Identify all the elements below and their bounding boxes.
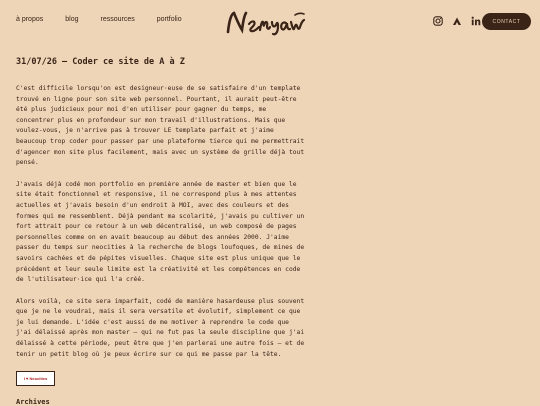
post-paragraph-2: J'avais déjà codé mon portfolio en première année de master et bien que le site était fonctionnel et responsive, il ne correspond plus à mes attentes actuelles et j'avais besoin d'un endroit à MOI, avec des couleurs et des formes qui me ressemblent. Déjà pendant ma scolarité, j'avais pu cultiver un fort attrait pour ce retour à un web décentralisé, un web composé de pages personnelles comme on en avait beaucoup au début des années 2000. J'aime passer du temps sur neocities à la recherche de blogs loufoques, de mines de savoirs cachées et de pépites visuelles. Chaque site est plus unique que le précédent et leur seule limite est la créativité et les compétences en code de l'utilisateur·ice qui l'a créé. — [16, 180, 305, 284]
nav-link-blog[interactable]: blog — [65, 16, 79, 23]
post-paragraph-3: Alors voilà, ce site sera imparfait, codé de manière hasardeuse plus souvent que je ne le voudrai, mais il sera versatile et évolutif, simplement ce que je lui demande. L'idée c'est aussi de me motiver à reprendre le code que j'ai délaissé après mon master — qui ne fut pas la seule discipline que j'ai délaissé à cette période, peut être que j'en parlerai une autre fois — et de tenir un petit blog où je peux écrire sur ce qui me passe par la tête. — [16, 297, 305, 358]
logo-lettering-icon — [225, 10, 307, 36]
nav-link-portfolio[interactable]: portfolio — [156, 16, 182, 23]
social-links — [432, 15, 481, 26]
instagram-icon[interactable] — [432, 15, 443, 26]
arena-icon[interactable] — [451, 15, 462, 26]
site-logo[interactable] — [225, 10, 307, 36]
neocities-badge-label: I ♥ Neocities — [23, 376, 48, 382]
main-nav — [16, 16, 204, 23]
archives-heading: Archives — [16, 398, 50, 406]
blog-post — [16, 57, 328, 386]
nav-link-ressources[interactable]: ressources — [100, 16, 135, 23]
linkedin-icon[interactable] — [470, 15, 481, 26]
contact-button[interactable]: CONTACT — [482, 13, 531, 30]
neocities-badge[interactable] — [16, 371, 55, 386]
post-paragraph-1: C'est difficile lorsqu'on est designeur·euse de se satisfaire d'un template trouvé en ligne pour son site web personnel. Pourtant, il aurait peut-être été plus judicieux pour moi d'en utiliser pour gagner du temps, me concentrer plus en profondeur sur mon travail d'illustrations. Mais que voulez-vous, je n'arrive pas à trouver LE template parfait et j'aime beaucoup trop coder pour passer par une plateforme tierce qui me permettrait d'agencer mon site plus facilement, mais avec un système de grille déjà tout pensé. — [16, 85, 305, 167]
nav-link-a-propos[interactable]: à propos — [16, 16, 44, 23]
post-title: 31/07/26 — Coder ce site de A à Z — [16, 57, 185, 67]
